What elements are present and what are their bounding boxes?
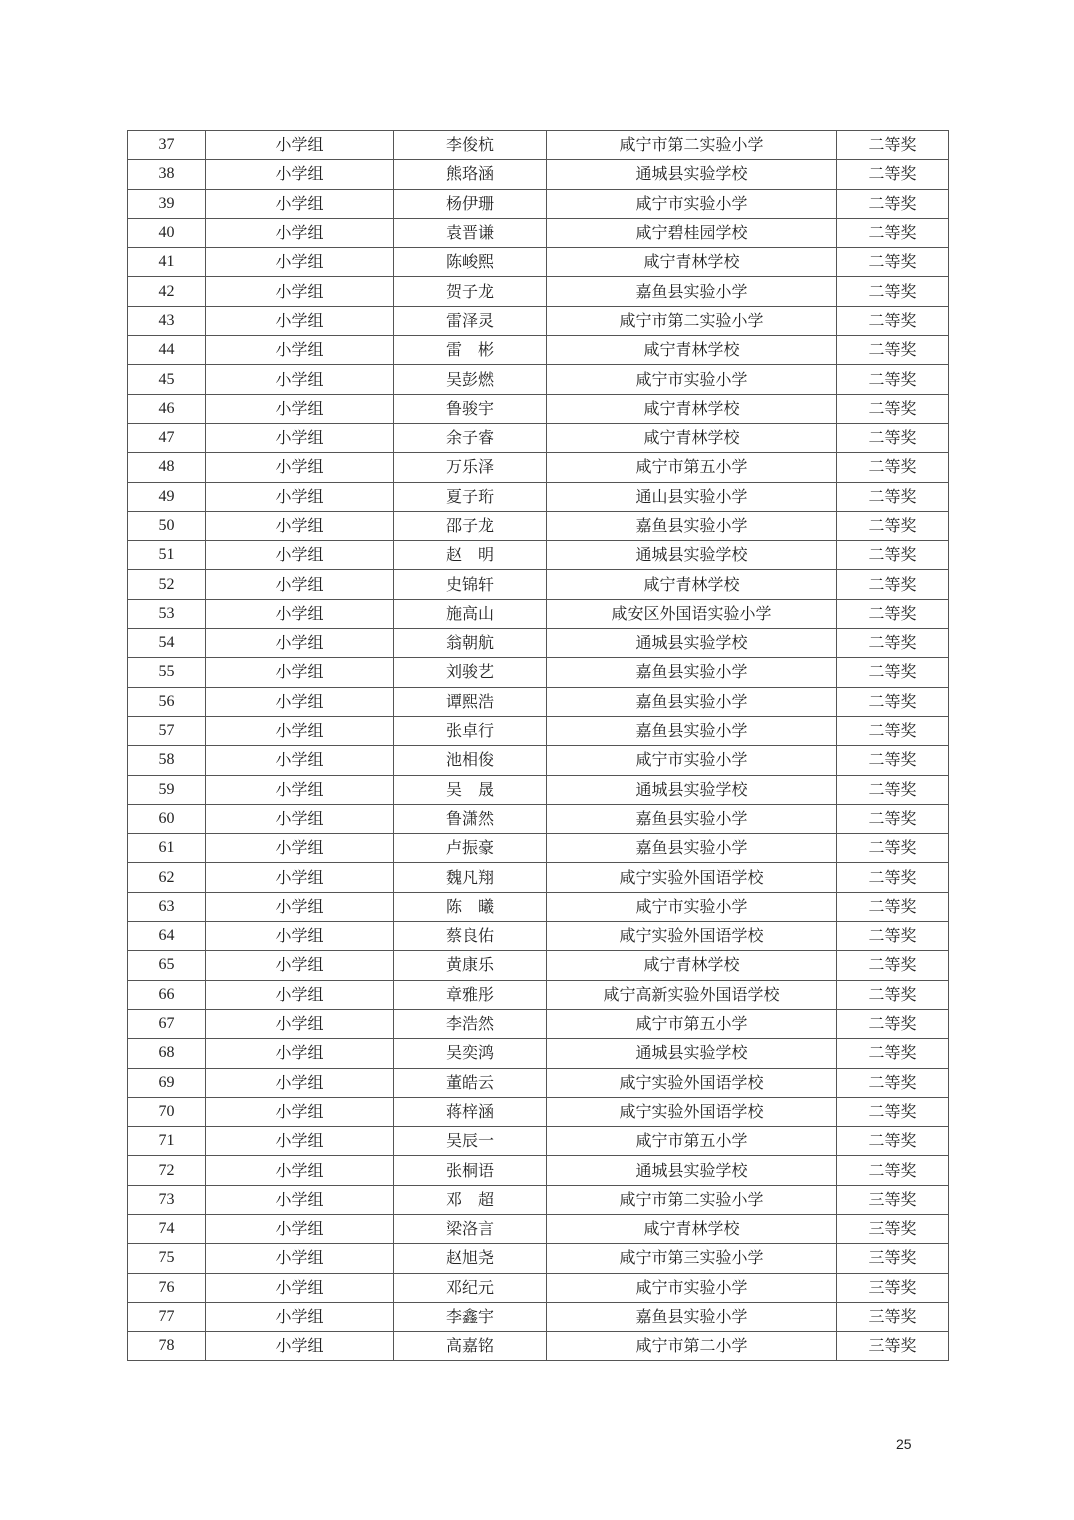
name-cell: 杨伊珊: [394, 189, 547, 218]
group-cell: 小学组: [206, 775, 394, 804]
table-row: [128, 1127, 949, 1156]
award-cell: 二等奖: [837, 834, 949, 863]
name-cell: 赵旭尧: [394, 1244, 547, 1273]
award-cell: 三等奖: [837, 1185, 949, 1214]
table-row: [128, 1302, 949, 1331]
table-row: [128, 629, 949, 658]
table-row: [128, 834, 949, 863]
school-cell: 咸宁青林学校: [547, 570, 837, 599]
award-cell: 三等奖: [837, 1273, 949, 1302]
group-cell: 小学组: [206, 1244, 394, 1273]
school-cell: 嘉鱼县实验小学: [547, 277, 837, 306]
name-cell: 陈峻熙: [394, 248, 547, 277]
page-number: 25: [896, 1436, 912, 1452]
name-cell: 翁朝航: [394, 629, 547, 658]
table-row: [128, 1009, 949, 1038]
school-cell: 嘉鱼县实验小学: [547, 1302, 837, 1331]
table-row: [128, 1068, 949, 1097]
school-cell: 嘉鱼县实验小学: [547, 658, 837, 687]
row-number-cell: 65: [128, 951, 206, 980]
school-cell: 咸宁高新实验外国语学校: [547, 980, 837, 1009]
school-cell: 通城县实验学校: [547, 160, 837, 189]
row-number-cell: 74: [128, 1214, 206, 1243]
name-cell: 吴奕鸿: [394, 1039, 547, 1068]
row-number-cell: 42: [128, 277, 206, 306]
group-cell: 小学组: [206, 951, 394, 980]
group-cell: 小学组: [206, 570, 394, 599]
award-cell: 二等奖: [837, 277, 949, 306]
name-cell: 魏凡翔: [394, 863, 547, 892]
table-row: [128, 922, 949, 951]
row-number-cell: 54: [128, 629, 206, 658]
school-cell: 咸宁市第二小学: [547, 1332, 837, 1361]
group-cell: 小学组: [206, 629, 394, 658]
row-number-cell: 71: [128, 1127, 206, 1156]
table-row: [128, 482, 949, 511]
table-row: [128, 951, 949, 980]
school-cell: 通城县实验学校: [547, 775, 837, 804]
award-cell: 二等奖: [837, 423, 949, 452]
school-cell: 咸宁市实验小学: [547, 1273, 837, 1302]
group-cell: 小学组: [206, 922, 394, 951]
award-cell: 二等奖: [837, 1097, 949, 1126]
award-cell: 二等奖: [837, 1009, 949, 1038]
school-cell: 咸宁市第二实验小学: [547, 1185, 837, 1214]
award-cell: 二等奖: [837, 1068, 949, 1097]
row-number-cell: 48: [128, 453, 206, 482]
table-row: [128, 453, 949, 482]
award-cell: 二等奖: [837, 511, 949, 540]
row-number-cell: 56: [128, 687, 206, 716]
school-cell: 咸宁青林学校: [547, 1214, 837, 1243]
group-cell: 小学组: [206, 248, 394, 277]
group-cell: 小学组: [206, 1097, 394, 1126]
row-number-cell: 40: [128, 218, 206, 247]
group-cell: 小学组: [206, 716, 394, 745]
school-cell: 咸宁市第五小学: [547, 1127, 837, 1156]
school-cell: 咸宁市实验小学: [547, 189, 837, 218]
name-cell: 余子睿: [394, 423, 547, 452]
name-cell: 史锦轩: [394, 570, 547, 599]
row-number-cell: 37: [128, 131, 206, 160]
table-row: [128, 892, 949, 921]
group-cell: 小学组: [206, 1332, 394, 1361]
table-row: [128, 1039, 949, 1068]
award-cell: 二等奖: [837, 775, 949, 804]
award-cell: 二等奖: [837, 218, 949, 247]
name-cell: 夏子珩: [394, 482, 547, 511]
name-cell: 张桐语: [394, 1156, 547, 1185]
table-row: [128, 160, 949, 189]
award-cell: 二等奖: [837, 658, 949, 687]
award-cell: 三等奖: [837, 1332, 949, 1361]
row-number-cell: 60: [128, 804, 206, 833]
school-cell: 嘉鱼县实验小学: [547, 834, 837, 863]
name-cell: 袁晋谦: [394, 218, 547, 247]
row-number-cell: 47: [128, 423, 206, 452]
table-row: [128, 1332, 949, 1361]
award-cell: 二等奖: [837, 746, 949, 775]
row-number-cell: 67: [128, 1009, 206, 1038]
group-cell: 小学组: [206, 394, 394, 423]
name-cell: 卢振豪: [394, 834, 547, 863]
award-cell: 二等奖: [837, 629, 949, 658]
award-cell: 二等奖: [837, 922, 949, 951]
award-cell: 二等奖: [837, 1127, 949, 1156]
school-cell: 咸宁碧桂园学校: [547, 218, 837, 247]
name-cell: 李鑫宇: [394, 1302, 547, 1331]
school-cell: 咸宁市实验小学: [547, 746, 837, 775]
table-row: [128, 306, 949, 335]
name-cell: 李俊杭: [394, 131, 547, 160]
group-cell: 小学组: [206, 218, 394, 247]
row-number-cell: 70: [128, 1097, 206, 1126]
row-number-cell: 73: [128, 1185, 206, 1214]
row-number-cell: 69: [128, 1068, 206, 1097]
name-cell: 施高山: [394, 599, 547, 628]
award-cell: 二等奖: [837, 804, 949, 833]
school-cell: 咸宁实验外国语学校: [547, 922, 837, 951]
name-cell: 董皓云: [394, 1068, 547, 1097]
school-cell: 咸宁市第二实验小学: [547, 306, 837, 335]
name-cell: 邵子龙: [394, 511, 547, 540]
group-cell: 小学组: [206, 423, 394, 452]
name-cell: 鲁潇然: [394, 804, 547, 833]
award-cell: 二等奖: [837, 570, 949, 599]
award-cell: 二等奖: [837, 189, 949, 218]
school-cell: 通山县实验小学: [547, 482, 837, 511]
group-cell: 小学组: [206, 1214, 394, 1243]
row-number-cell: 49: [128, 482, 206, 511]
table-row: [128, 423, 949, 452]
school-cell: 咸宁青林学校: [547, 336, 837, 365]
award-cell: 二等奖: [837, 336, 949, 365]
row-number-cell: 68: [128, 1039, 206, 1068]
group-cell: 小学组: [206, 541, 394, 570]
school-cell: 嘉鱼县实验小学: [547, 687, 837, 716]
group-cell: 小学组: [206, 277, 394, 306]
row-number-cell: 53: [128, 599, 206, 628]
table-row: [128, 1273, 949, 1302]
name-cell: 吴辰一: [394, 1127, 547, 1156]
award-cell: 二等奖: [837, 599, 949, 628]
row-number-cell: 59: [128, 775, 206, 804]
award-cell: 二等奖: [837, 482, 949, 511]
group-cell: 小学组: [206, 336, 394, 365]
table-row: [128, 218, 949, 247]
group-cell: 小学组: [206, 189, 394, 218]
group-cell: 小学组: [206, 746, 394, 775]
table-row: [128, 775, 949, 804]
table-row: [128, 716, 949, 745]
row-number-cell: 41: [128, 248, 206, 277]
table-row: [128, 599, 949, 628]
group-cell: 小学组: [206, 1185, 394, 1214]
table-row: [128, 687, 949, 716]
group-cell: 小学组: [206, 1009, 394, 1038]
award-cell: 二等奖: [837, 306, 949, 335]
school-cell: 咸宁青林学校: [547, 394, 837, 423]
school-cell: 咸宁市实验小学: [547, 365, 837, 394]
table-row: [128, 277, 949, 306]
name-cell: 章雅彤: [394, 980, 547, 1009]
row-number-cell: 55: [128, 658, 206, 687]
table-row: [128, 1156, 949, 1185]
award-cell: 二等奖: [837, 687, 949, 716]
row-number-cell: 52: [128, 570, 206, 599]
school-cell: 咸宁青林学校: [547, 951, 837, 980]
school-cell: 咸宁青林学校: [547, 423, 837, 452]
school-cell: 咸宁市第二实验小学: [547, 131, 837, 160]
group-cell: 小学组: [206, 306, 394, 335]
name-cell: 蒋梓涵: [394, 1097, 547, 1126]
award-cell: 二等奖: [837, 365, 949, 394]
name-cell: 邓纪元: [394, 1273, 547, 1302]
table-row: [128, 1244, 949, 1273]
table-row: [128, 131, 949, 160]
name-cell: 梁洛言: [394, 1214, 547, 1243]
school-cell: 通城县实验学校: [547, 1039, 837, 1068]
group-cell: 小学组: [206, 599, 394, 628]
table-row: [128, 570, 949, 599]
school-cell: 嘉鱼县实验小学: [547, 716, 837, 745]
row-number-cell: 51: [128, 541, 206, 570]
award-cell: 二等奖: [837, 453, 949, 482]
group-cell: 小学组: [206, 511, 394, 540]
name-cell: 赵 明: [394, 541, 547, 570]
table-row: [128, 658, 949, 687]
table-row: [128, 336, 949, 365]
name-cell: 熊珞涵: [394, 160, 547, 189]
group-cell: 小学组: [206, 131, 394, 160]
table-row: [128, 863, 949, 892]
group-cell: 小学组: [206, 1039, 394, 1068]
row-number-cell: 38: [128, 160, 206, 189]
row-number-cell: 72: [128, 1156, 206, 1185]
group-cell: 小学组: [206, 980, 394, 1009]
table-row: [128, 1097, 949, 1126]
table-row: [128, 248, 949, 277]
group-cell: 小学组: [206, 834, 394, 863]
awards-table: [127, 130, 949, 1361]
group-cell: 小学组: [206, 160, 394, 189]
name-cell: 李浩然: [394, 1009, 547, 1038]
award-cell: 二等奖: [837, 863, 949, 892]
row-number-cell: 39: [128, 189, 206, 218]
name-cell: 雷泽灵: [394, 306, 547, 335]
table-row: [128, 394, 949, 423]
group-cell: 小学组: [206, 1273, 394, 1302]
row-number-cell: 77: [128, 1302, 206, 1331]
name-cell: 吴 晟: [394, 775, 547, 804]
name-cell: 张卓行: [394, 716, 547, 745]
award-cell: 二等奖: [837, 716, 949, 745]
name-cell: 池相俊: [394, 746, 547, 775]
award-cell: 三等奖: [837, 1302, 949, 1331]
row-number-cell: 63: [128, 892, 206, 921]
table-row: [128, 1214, 949, 1243]
row-number-cell: 45: [128, 365, 206, 394]
award-cell: 三等奖: [837, 1244, 949, 1273]
row-number-cell: 57: [128, 716, 206, 745]
row-number-cell: 50: [128, 511, 206, 540]
group-cell: 小学组: [206, 687, 394, 716]
award-cell: 三等奖: [837, 1214, 949, 1243]
awards-table-body: [128, 131, 949, 1361]
award-cell: 二等奖: [837, 394, 949, 423]
table-row: [128, 189, 949, 218]
group-cell: 小学组: [206, 1302, 394, 1331]
group-cell: 小学组: [206, 658, 394, 687]
award-cell: 二等奖: [837, 1156, 949, 1185]
school-cell: 咸宁市第三实验小学: [547, 1244, 837, 1273]
award-cell: 二等奖: [837, 892, 949, 921]
school-cell: 咸宁实验外国语学校: [547, 1068, 837, 1097]
name-cell: 吴彭燃: [394, 365, 547, 394]
table-row: [128, 541, 949, 570]
group-cell: 小学组: [206, 863, 394, 892]
row-number-cell: 64: [128, 922, 206, 951]
award-cell: 二等奖: [837, 541, 949, 570]
group-cell: 小学组: [206, 453, 394, 482]
table-row: [128, 1185, 949, 1214]
name-cell: 刘骏艺: [394, 658, 547, 687]
row-number-cell: 43: [128, 306, 206, 335]
row-number-cell: 61: [128, 834, 206, 863]
school-cell: 咸宁市第五小学: [547, 1009, 837, 1038]
row-number-cell: 75: [128, 1244, 206, 1273]
school-cell: 通城县实验学校: [547, 629, 837, 658]
name-cell: 高嘉铭: [394, 1332, 547, 1361]
name-cell: 蔡良佑: [394, 922, 547, 951]
table-row: [128, 980, 949, 1009]
group-cell: 小学组: [206, 1127, 394, 1156]
award-cell: 二等奖: [837, 951, 949, 980]
name-cell: 万乐泽: [394, 453, 547, 482]
school-cell: 咸宁实验外国语学校: [547, 1097, 837, 1126]
school-cell: 通城县实验学校: [547, 1156, 837, 1185]
group-cell: 小学组: [206, 482, 394, 511]
school-cell: 嘉鱼县实验小学: [547, 511, 837, 540]
table-row: [128, 511, 949, 540]
table-row: [128, 746, 949, 775]
group-cell: 小学组: [206, 365, 394, 394]
school-cell: 嘉鱼县实验小学: [547, 804, 837, 833]
award-cell: 二等奖: [837, 248, 949, 277]
school-cell: 咸宁市第五小学: [547, 453, 837, 482]
name-cell: 谭熙浩: [394, 687, 547, 716]
school-cell: 咸宁市实验小学: [547, 892, 837, 921]
name-cell: 邓 超: [394, 1185, 547, 1214]
group-cell: 小学组: [206, 804, 394, 833]
award-cell: 二等奖: [837, 980, 949, 1009]
row-number-cell: 58: [128, 746, 206, 775]
row-number-cell: 76: [128, 1273, 206, 1302]
name-cell: 贺子龙: [394, 277, 547, 306]
row-number-cell: 78: [128, 1332, 206, 1361]
row-number-cell: 44: [128, 336, 206, 365]
table-row: [128, 365, 949, 394]
school-cell: 咸宁青林学校: [547, 248, 837, 277]
award-cell: 二等奖: [837, 160, 949, 189]
award-cell: 二等奖: [837, 131, 949, 160]
name-cell: 雷 彬: [394, 336, 547, 365]
school-cell: 通城县实验学校: [547, 541, 837, 570]
name-cell: 陈 曦: [394, 892, 547, 921]
table-row: [128, 804, 949, 833]
row-number-cell: 46: [128, 394, 206, 423]
name-cell: 鲁骏宇: [394, 394, 547, 423]
name-cell: 黄康乐: [394, 951, 547, 980]
group-cell: 小学组: [206, 892, 394, 921]
school-cell: 咸安区外国语实验小学: [547, 599, 837, 628]
row-number-cell: 66: [128, 980, 206, 1009]
row-number-cell: 62: [128, 863, 206, 892]
group-cell: 小学组: [206, 1068, 394, 1097]
group-cell: 小学组: [206, 1156, 394, 1185]
school-cell: 咸宁实验外国语学校: [547, 863, 837, 892]
award-cell: 二等奖: [837, 1039, 949, 1068]
